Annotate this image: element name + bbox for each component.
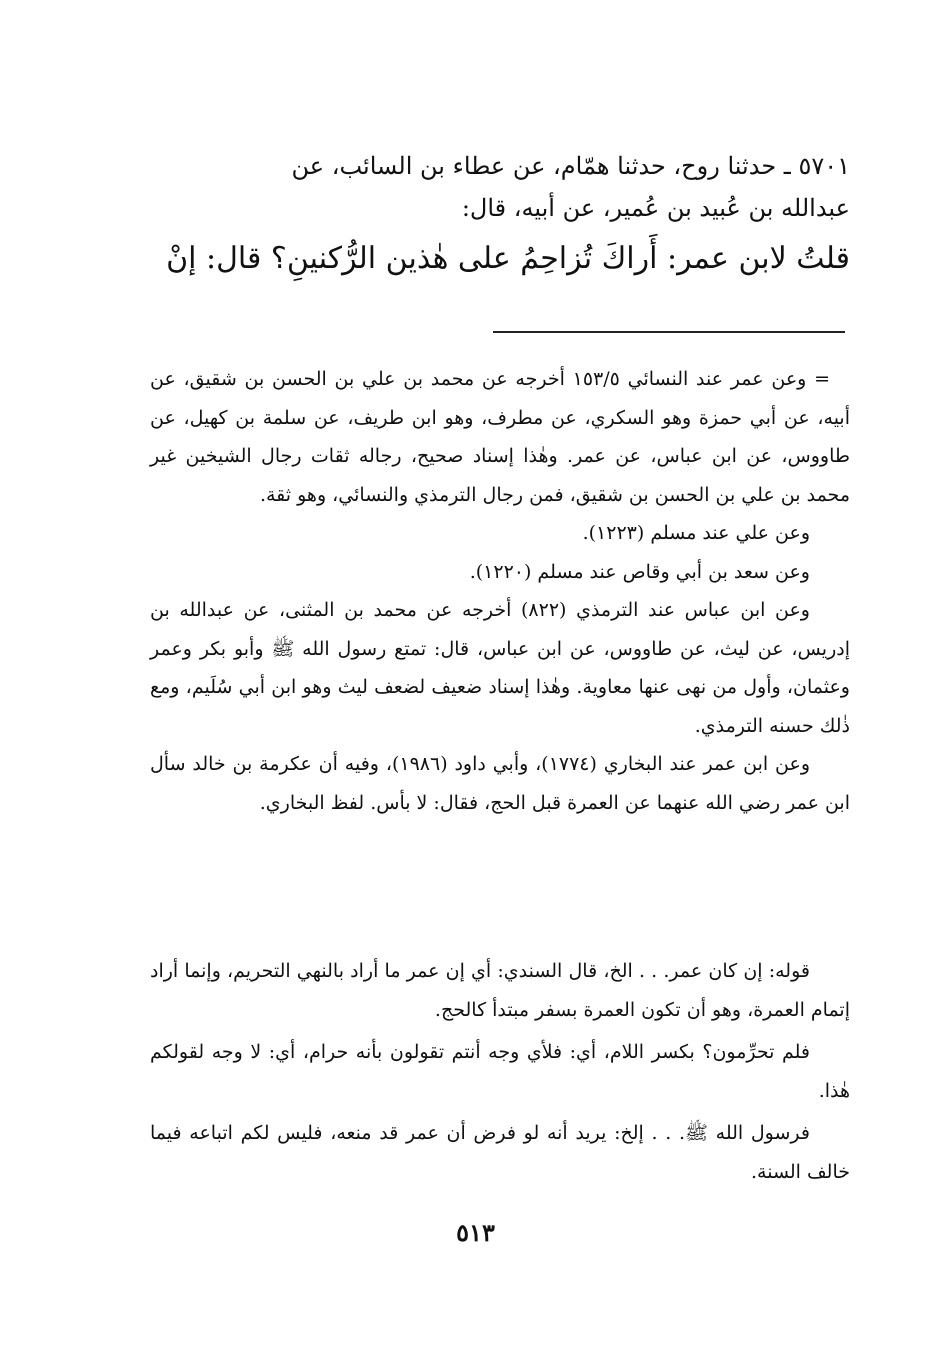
hadith-quote: قلتُ لابن عمر: أَراكَ تُزاحِمُ على هٰذين الرُّكنينِ؟ قال: إنْ xyxy=(166,241,850,276)
commentary xyxy=(150,952,850,1195)
footnotes xyxy=(150,360,850,822)
footnote-paragraph: = وعن عمر عند النسائي ١٥٣/٥ أخرجه عن محمد بن علي بن الحسن بن شقيق، عن أبيه، عن أبي حمزة وهو السكري، عن مطرف، وهو ابن طريف، عن سلمة بن كهيل، عن طاووس، عن ابن عباس، عن عمر. وهٰذا إسناد صحيح، رجاله ثقات رجال الشيخين غير محمد بن علي بن الحسن بن شقيق، فمن رجال الترمذي والنسائي، وهو ثقة. xyxy=(150,368,850,506)
footnote-paragraph: وعن ابن عمر عند البخاري (١٧٧٤)، وأبي داود (١٩٨٦)، وفيه أن عكرمة بن خالد سأل ابن عمر رضي الله عنهما عن العمرة قبل الحج، فقال: لا بأس. لفظ البخاري. xyxy=(150,753,850,814)
footnote-separator xyxy=(493,331,845,333)
hadith-chain-line-2: عبدالله بن عُبيد بن عُمير، عن أبيه، قال: xyxy=(461,194,850,222)
commentary-paragraph: فلم تحرِّمون؟ بكسر اللام، أي: فلأي وجه أنتم تقولون بأنه حرام، أي: لا وجه لقولكم هٰذا. xyxy=(150,1041,850,1102)
commentary-paragraph: فرسول الله ﷺ. . . إلخ: يريد أنه لو فرض أن عمر قد منعه، فليس لكم اتباعه فيما خالف السنة. xyxy=(150,1122,850,1183)
footnote-paragraph: وعن علي عند مسلم (١٢٢٣). xyxy=(582,522,810,544)
page-number: ٥١٣ xyxy=(456,1218,495,1247)
commentary-paragraph: قوله: إن كان عمر. . . الخ، قال السندي: أي إن عمر ما أراد بالنهي التحريم، وإنما أراد إتمام العمرة، وهو أن تكون العمرة بسفر مبتدأ كالحج. xyxy=(150,960,850,1021)
footnote-paragraph: وعن ابن عباس عند الترمذي (٨٢٢) أخرجه عن محمد بن المثنى، عن عبدالله بن إدريس، عن ليث، عن طاووس، عن ابن عباس، قال: تمتع رسول الله ﷺ وأبو بكر وعمر وعثمان، وأول من نهى عنها معاوية. وهٰذا إسناد ضعيف لضعف ليث وهو ابن أبي سُلَيم، ومع ذٰلك حسنه الترمذي. xyxy=(150,599,850,737)
footnote-paragraph: وعن سعد بن أبي وقاص عند مسلم (١٢٢٠). xyxy=(469,560,810,583)
hadith-chain-line-1: ٥٧٠١ ـ حدثنا روح، حدثنا همّام، عن عطاء بن السائب، عن xyxy=(291,152,850,180)
hadith-text xyxy=(150,145,850,289)
